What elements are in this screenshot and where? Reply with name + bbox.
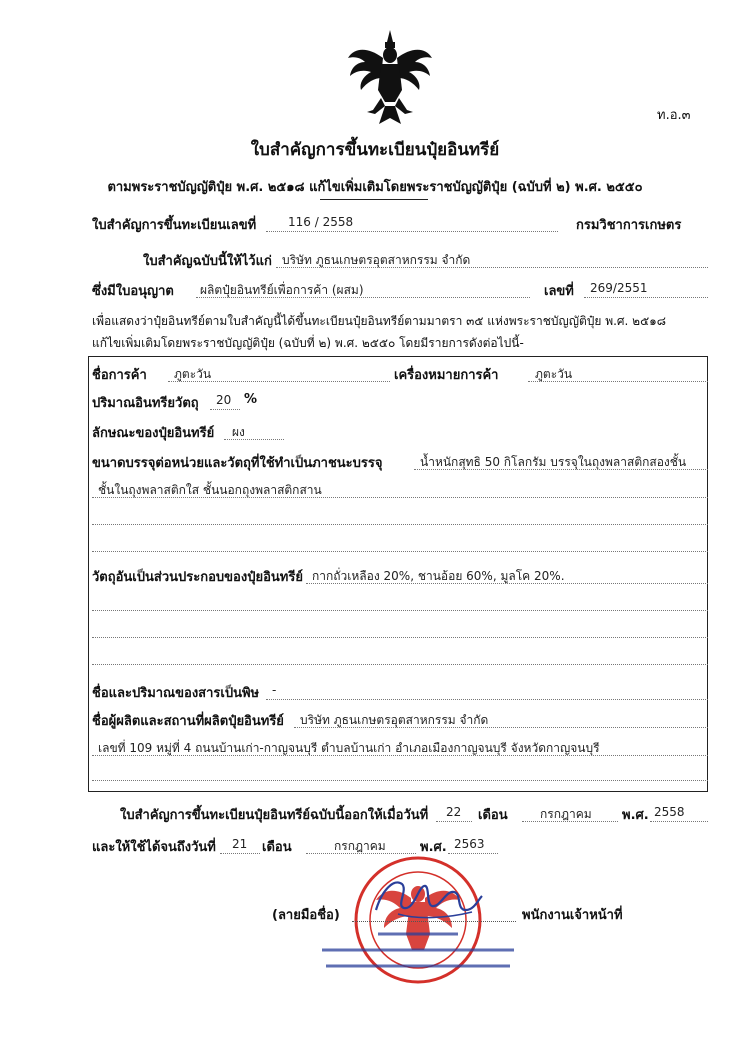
issue-day: 22 (446, 805, 462, 819)
registration-dotline (266, 231, 558, 232)
trademark-dotline (528, 381, 708, 382)
issue-month-dotline (522, 821, 618, 822)
trade-name-value: ภูตะวัน (174, 367, 212, 381)
valid-year-label: พ.ศ. (420, 840, 447, 855)
valid-month: กรกฎาคม (334, 839, 386, 853)
issue-month: กรกฎาคม (540, 807, 592, 821)
trademark-value: ภูตะวัน (535, 367, 573, 381)
package-dotline-3 (92, 524, 708, 525)
trade-name-dotline (168, 381, 390, 382)
nature-value: ผง (232, 425, 245, 439)
license-value: ผลิตปุ๋ยอินทรีย์เพื่อการค้า (ผสม) (200, 283, 364, 297)
issue-day-dotline (436, 821, 472, 822)
issued-to-value: บริษัท ภูธนเกษตรอุตสาหกรรม จำกัด (282, 253, 471, 267)
department-name: กรมวิชาการเกษตร (576, 218, 682, 233)
license-dotline (196, 297, 530, 298)
materials-value: กากถั่วเหลือง 20%, ชานอ้อย 60%, มูลโค 20%. (312, 569, 565, 583)
organic-matter-label: ปริมาณอินทรียวัตถุ (92, 396, 199, 411)
valid-month-label: เดือน (262, 840, 292, 855)
materials-dotline-1 (306, 583, 708, 584)
trade-name-label: ชื่อการค้า (92, 368, 147, 383)
license-number-label: เลขที่ (544, 284, 574, 299)
organic-matter-value: 20 (216, 393, 232, 407)
officer-name-stamp (318, 928, 518, 978)
valid-day: 21 (232, 837, 248, 851)
signature-dotline (352, 921, 516, 922)
package-label: ขนาดบรรจุต่อหน่วยและวัตถุที่ใช้ทำเป็นภาชนะบรรจุ (92, 456, 383, 471)
package-value-1: น้ำหนักสุทธิ 50 กิโลกรัม บรรจุในถุงพลาสติกสองชั้น (420, 455, 687, 469)
license-label: ซึ่งมีใบอนุญาต (92, 284, 174, 299)
nature-dotline (224, 439, 284, 440)
page-subtitle: ตามพระราชบัญญัติปุ๋ย พ.ศ. ๒๕๑๘ แก้ไขเพิ่มเติมโดยพระราชบัญญัติปุ๋ย (ฉบับที่ ๒) พ.ศ. ๒๕๕๐ (107, 180, 643, 195)
package-dotline-4 (92, 551, 708, 552)
statement-line-1: เพื่อแสดงว่าปุ๋ยอินทรีย์ตามใบสำคัญนี้ได้ขึ้นทะเบียนปุ๋ยอินทรีย์ตามมาตรา ๓๕ แห่งพระราชบัญญัติปุ๋ย พ.ศ. ๒๕๑๘ (92, 314, 667, 328)
issue-year-dotline (650, 821, 708, 822)
signature-label: (ลายมือชื่อ) (272, 908, 340, 923)
issue-year: 2558 (654, 805, 685, 819)
package-value-2: ชั้นในถุงพลาสติกใส ชั้นนอกถุงพลาสติกสาน (98, 483, 322, 497)
license-number: 269/2551 (590, 281, 648, 295)
issued-to-label: ใบสำคัญฉบับนี้ให้ไว้แก่ (143, 254, 272, 269)
statement-line-2: แก้ไขเพิ่มเติมโดยพระราชบัญญัติปุ๋ย (ฉบับที่ ๒) พ.ศ. ๒๕๕๐ โดยมีรายการดังต่อไปนี้- (92, 336, 524, 350)
issue-year-label: พ.ศ. (622, 808, 649, 823)
registration-label: ใบสำคัญการขึ้นทะเบียนเลขที่ (92, 218, 257, 233)
registration-number: 116 / 2558 (288, 215, 354, 229)
license-number-dotline (584, 297, 708, 298)
valid-until-label: และให้ใช้ได้จนถึงวันที่ (92, 840, 216, 855)
organic-matter-dotline (210, 409, 240, 410)
form-code: ท.อ.๓ (657, 108, 691, 123)
garuda-emblem-icon (345, 28, 435, 128)
producer-value: บริษัท ภูธนเกษตรอุตสาหกรรม จำกัด (300, 713, 489, 727)
package-dotline-2 (92, 497, 708, 498)
officer-label: พนักงานเจ้าหน้าที่ (522, 908, 623, 923)
producer-address-dotline (92, 755, 708, 756)
issue-month-label: เดือน (478, 808, 508, 823)
producer-address: เลขที่ 109 หมู่ที่ 4 ถนนบ้านเก่า-กาญจนบุรี ตำบลบ้านเก่า อำเภอเมืองกาญจนบุรี จังหวัดกาญจนบุรี (98, 741, 600, 755)
trademark-label: เครื่องหมายการค้า (394, 368, 499, 383)
issue-date-label: ใบสำคัญการขึ้นทะเบียนปุ๋ยอินทรีย์ฉบับนี้ออกให้เมื่อวันที่ (120, 808, 429, 823)
package-dotline-1 (414, 469, 708, 470)
toxic-label: ชื่อและปริมาณของสารเป็นพิษ (92, 686, 260, 701)
nature-label: ลักษณะของปุ๋ยอินทรีย์ (92, 426, 215, 441)
page-title: ใบสำคัญการขึ้นทะเบียนปุ๋ยอินทรีย์ (250, 140, 500, 160)
subtitle-underline (320, 199, 428, 200)
materials-dotline-3 (92, 637, 708, 638)
organic-matter-unit: % (244, 392, 258, 407)
materials-label: วัตถุอันเป็นส่วนประกอบของปุ๋ยอินทรีย์ (92, 570, 303, 585)
toxic-dotline (266, 699, 708, 700)
valid-day-dotline (220, 853, 260, 854)
materials-dotline-2 (92, 610, 708, 611)
issued-to-dotline (276, 267, 708, 268)
producer-label: ชื่อผู้ผลิตและสถานที่ผลิตปุ๋ยอินทรีย์ (92, 714, 284, 729)
producer-extra-dotline (92, 780, 708, 781)
producer-dotline (294, 727, 708, 728)
materials-dotline-4 (92, 664, 708, 665)
valid-year: 2563 (454, 837, 485, 851)
toxic-value: - (272, 683, 277, 697)
